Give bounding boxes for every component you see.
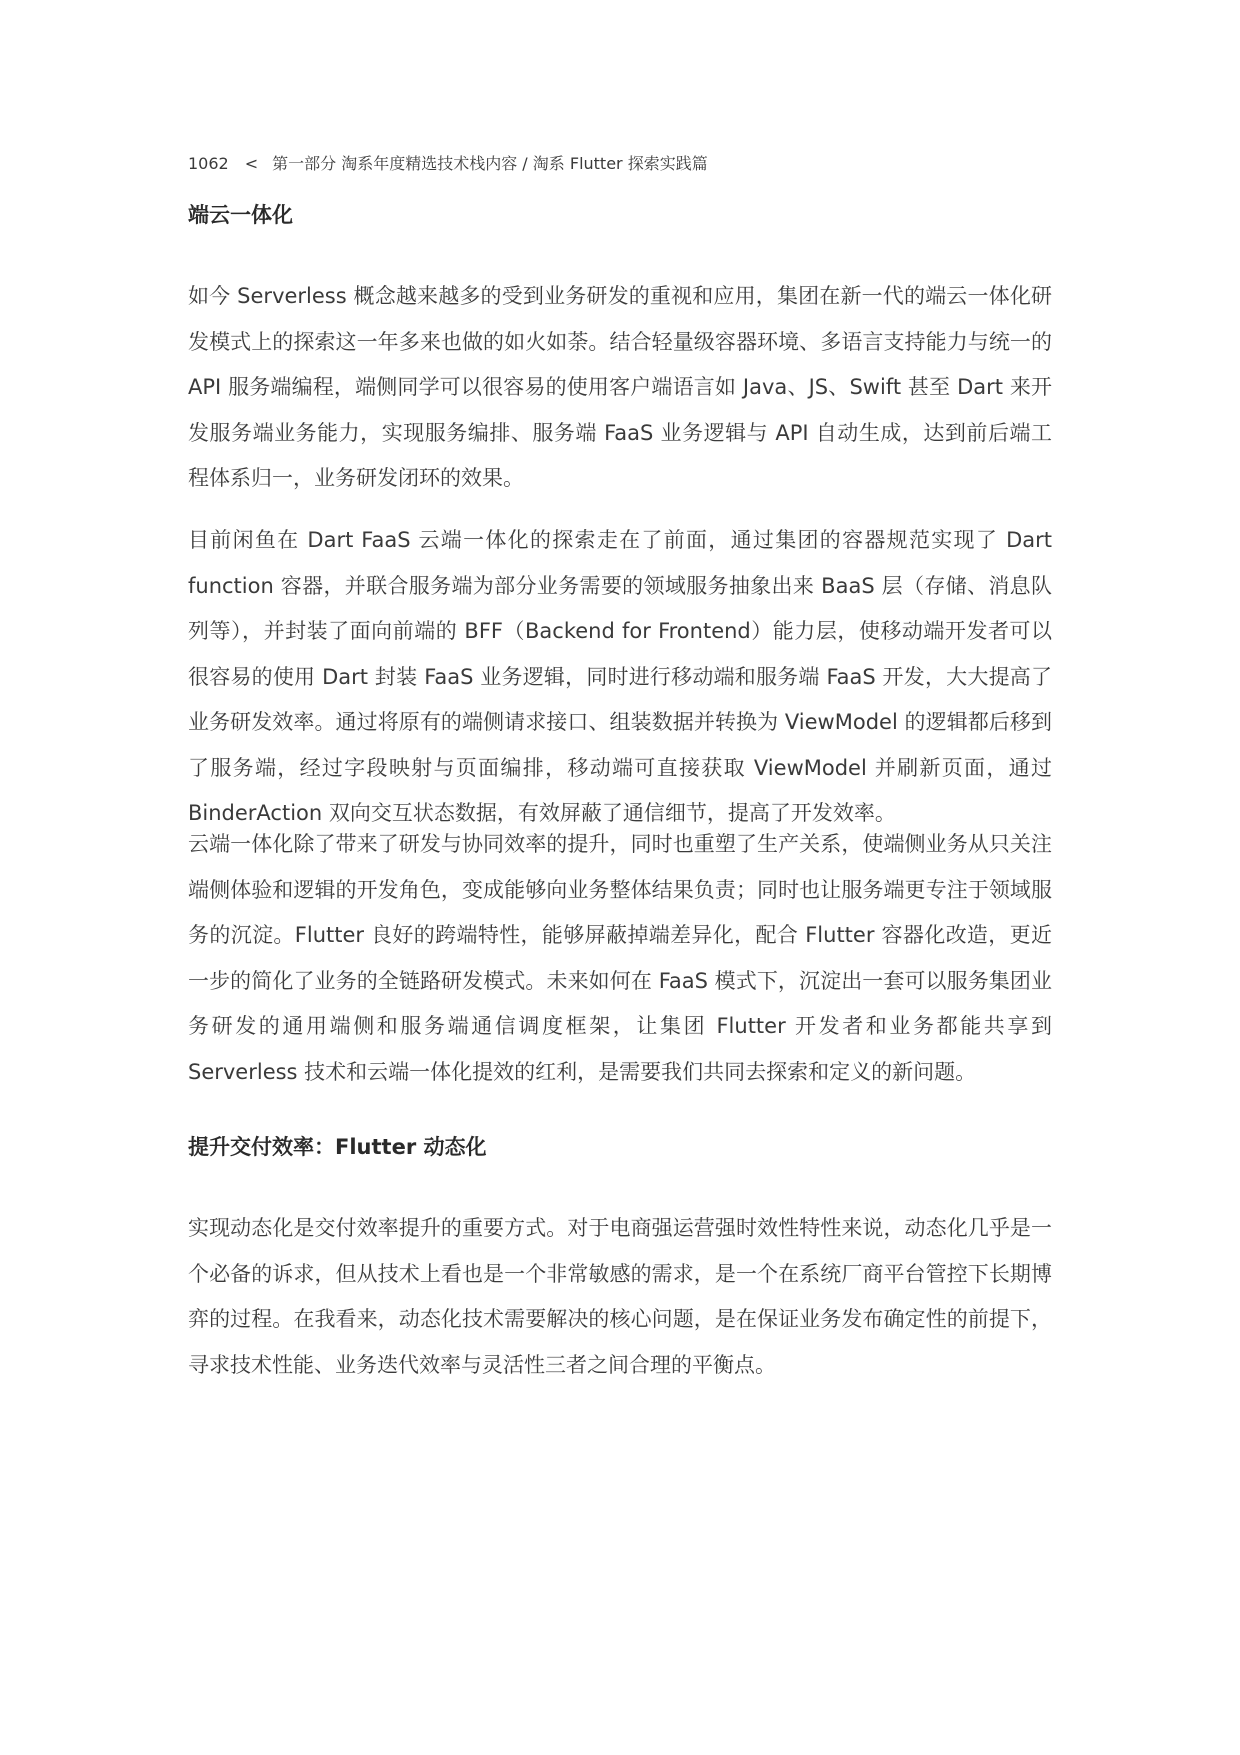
section-heading: 端云一体化 [188, 203, 293, 227]
header-separator: < [244, 154, 259, 173]
section-path: 第一部分 淘系年度精选技术栈内容 / 淘系 Flutter 探索实践篇 [272, 154, 708, 173]
running-header [188, 152, 708, 176]
paragraph: 云端一体化除了带来了研发与协同效率的提升，同时也重塑了生产关系，使端侧业务从只关注端侧体验和逻辑的开发角色，变成能够向业务整体结果负责；同时也让服务端更专注于领域服务的沉淀。Flutter 良好的跨端特性，能够屏蔽掉端差异化，配合 Flutter 容器化改造，更近一步的简化了业务的全链路研发模式。未来如何在 FaaS 模式下，沉淀出一套可以服务集团业务研发的通用端侧和服务端通信调度框架，让集团 Flutter 开发者和业务都能共享到 Serverless 技术和云端一体化提效的红利，是需要我们共同去探索和定义的新问题。 [188, 832, 1052, 1084]
paragraph: 目前闲鱼在 Dart FaaS 云端一体化的探索走在了前面，通过集团的容器规范实现了 Dart function 容器，并联合服务端为部分业务需要的领域服务抽象出来 BaaS 层（存储、消息队列等），并封装了面向前端的 BFF（Backend for Frontend）能力层，使移动端开发者可以很容易的使用 Dart 封装 FaaS 业务逻辑，同时进行移动端和服务端 FaaS 开发，大大提高了业务研发效率。通过将原有的端侧请求接口、组装数据并转换为 ViewModel 的逻辑都后移到了服务端，经过字段映射与页面编排，移动端可直接获取 ViewModel 并刷新页面，通过 BinderAction 双向交互状态数据，有效屏蔽了通信细节，提高了开发效率。 [188, 528, 1052, 825]
page-number: 1062 [188, 154, 229, 173]
section-heading: 提升交付效率：Flutter 动态化 [188, 1135, 487, 1159]
paragraph: 如今 Serverless 概念越来越多的受到业务研发的重视和应用，集团在新一代的端云一体化研发模式上的探索这一年多来也做的如火如荼。结合轻量级容器环境、多语言支持能力与统一的 API 服务端编程，端侧同学可以很容易的使用客户端语言如 Java、JS、Swift 甚至 Dart 来开发服务端业务能力，实现服务编排、服务端 FaaS 业务逻辑与 API 自动生成，达到前后端工程体系归一，业务研发闭环的效果。 [188, 284, 1052, 490]
paragraph: 实现动态化是交付效率提升的重要方式。对于电商强运营强时效性特性来说，动态化几乎是一个必备的诉求，但从技术上看也是一个非常敏感的需求，是一个在系统厂商平台管控下长期博弈的过程。在我看来，动态化技术需要解决的核心问题，是在保证业务发布确定性的前提下，寻求技术性能、业务迭代效率与灵活性三者之间合理的平衡点。 [188, 1216, 1052, 1377]
